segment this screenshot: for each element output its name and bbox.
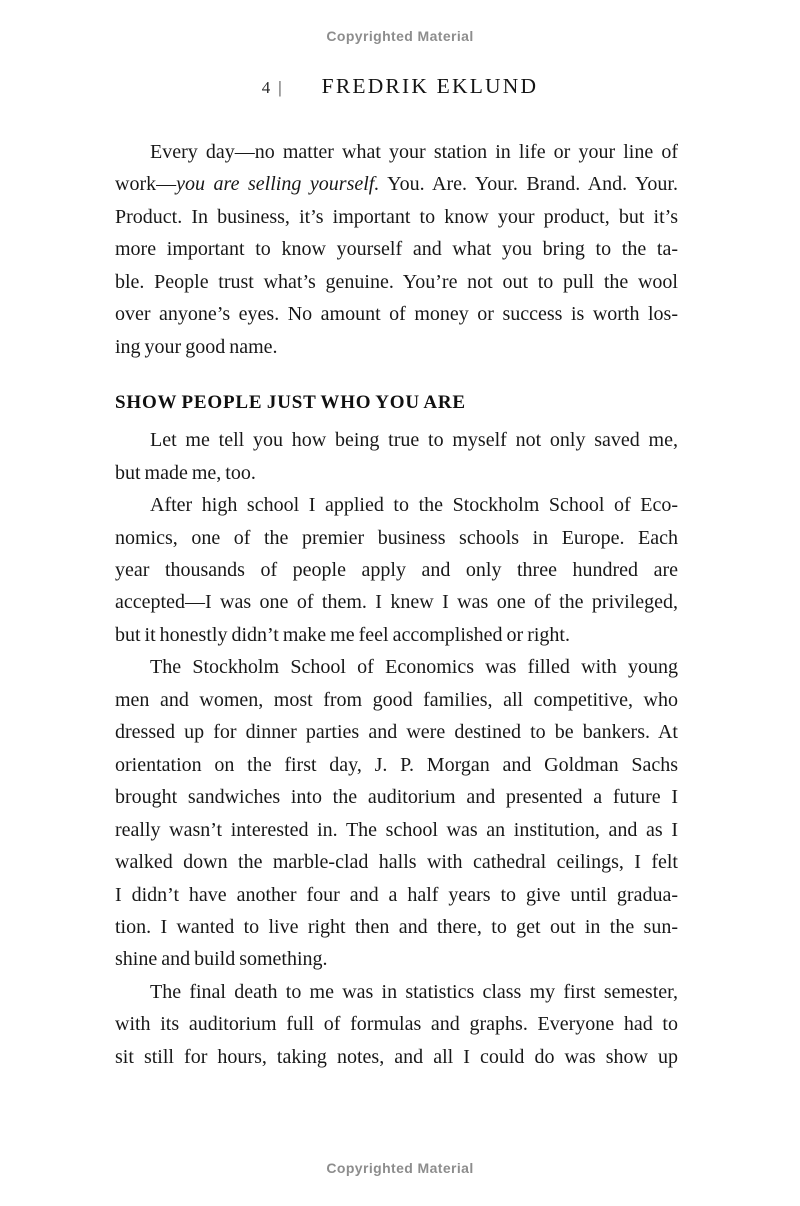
- text-line: brought sandwiches into the auditorium and presented a future I: [115, 786, 678, 809]
- text-line: Let me tell you how being true to myself not only saved me,: [150, 429, 678, 452]
- text-line: work—you are selling yourself. You. Are. Your. Brand. And. Your.: [115, 173, 678, 196]
- text-line: Product. In business, it’s important to know your product, but it’s: [115, 205, 678, 228]
- text-line: walked down the marble-clad halls with cathedral ceilings, I felt: [115, 851, 678, 874]
- text-line: tion. I wanted to live right then and there, to get out in the sun-: [115, 915, 678, 938]
- text-line: men and women, most from good families, all competitive, who: [115, 688, 678, 711]
- text-line: over anyone’s eyes. No amount of money or success is worth los-: [115, 303, 678, 326]
- copyright-notice-bottom: Copyrighted Material: [326, 1160, 474, 1176]
- text-line: more important to know yourself and what you bring to the ta-: [115, 238, 678, 261]
- paragraph: [115, 489, 678, 651]
- text-line: The final death to me was in statistics class my first semester,: [150, 980, 678, 1003]
- text-line: sit still for hours, taking notes, and all I could do was show up: [115, 1045, 678, 1068]
- text-line: really wasn’t interested in. The school was an institution, and as I: [115, 818, 678, 841]
- text-line: I didn’t have another four and a half years to give until gradua-: [115, 883, 678, 906]
- text-line: The Stockholm School of Economics was filled with young: [150, 656, 678, 679]
- text-line: with its auditorium full of formulas and graphs. Everyone had to: [115, 1013, 678, 1036]
- copyright-notice-top: Copyrighted Material: [326, 28, 474, 44]
- paragraph: [115, 424, 678, 489]
- paragraph: [115, 651, 678, 976]
- text-line: ble. People trust what’s genuine. You’re not out to pull the wool: [115, 270, 678, 293]
- text-line: ing your good name.: [115, 335, 278, 358]
- text-line: year thousands of people apply and only three hundred are: [115, 558, 678, 581]
- text-line: After high school I applied to the Stockholm School of Eco-: [150, 494, 678, 517]
- text-line: but made me, too.: [115, 461, 256, 484]
- paragraph: [115, 976, 678, 1073]
- text-line: shine and build something.: [115, 948, 328, 971]
- paragraph: [115, 136, 678, 363]
- text-line: Every day—no matter what your station in life or your line of: [150, 141, 678, 163]
- text-line: dressed up for dinner parties and were destined to be bankers. At: [115, 721, 678, 744]
- running-head-title: FREDRIK EKLUND: [321, 74, 539, 98]
- section-heading: SHOW PEOPLE JUST WHO YOU ARE: [115, 392, 466, 414]
- text-line: orientation on the first day, J. P. Morgan and Goldman Sachs: [115, 753, 678, 776]
- running-head-separator: |: [278, 78, 282, 97]
- running-head: [0, 74, 800, 99]
- text-line: accepted—I was one of them. I knew I was one of the privileged,: [115, 591, 678, 614]
- page-number: 4: [261, 78, 272, 97]
- text-line: but it honestly didn’t make me feel accomplished or right.: [115, 623, 570, 646]
- page-body: [115, 136, 678, 1073]
- text-line: nomics, one of the premier business schools in Europe. Each: [115, 526, 678, 549]
